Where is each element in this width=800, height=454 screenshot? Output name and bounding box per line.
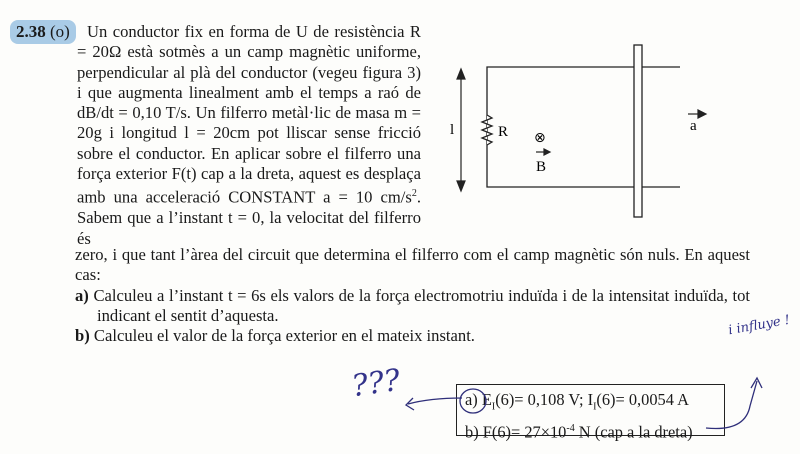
intro-tail: . Sabem que a l’instant t = 0, la velocitat del filferro és	[77, 187, 421, 248]
item-b-text: Calculeu el valor de la força exterior en el mateix instant.	[93, 326, 475, 346]
resistor-label: R	[498, 124, 509, 140]
pointer-arrow	[408, 398, 462, 404]
b-label: B	[536, 159, 547, 175]
question-marks: ???	[349, 362, 403, 405]
answer-b: b) $F(6)= 27\times 10^{-4}$ N (cap a la dreta)	[465, 422, 693, 442]
problem-number: 2.38	[16, 22, 46, 41]
link-curve	[706, 381, 757, 429]
acceleration-label: a	[690, 118, 697, 134]
side-note: i influye !	[727, 312, 792, 339]
item-b-label: b)	[75, 326, 90, 346]
item-a-text: Calculeu a l’instant t = 6s els valors de la força electromotriu induïda i de la intensitat induïda, tot indicant el sentit d’aquesta.	[93, 285, 750, 325]
field-into-page-icon: ⊗	[534, 130, 546, 146]
continuation-text: zero, i que tant l’àrea del circuit que determina el filferro com el camp magnètic són nuls. En aquest cas:	[75, 245, 750, 285]
answer-a: a) $E_I(6)= 0,108$ V; $I_I(6)= 0,0054$ A	[465, 390, 689, 413]
item-a-label: a)	[75, 285, 89, 305]
circle-mark	[460, 389, 486, 413]
length-label: l	[450, 122, 455, 138]
intro-superscript: 2	[411, 188, 417, 200]
problem-tag: (o)	[50, 22, 70, 41]
intro-text: Un conductor fix en forma de U de resistència R = 20Ω està sotmès a un camp magnètic uniforme, perpendicular al plà del conductor (vegeu figura 3) i que augmenta linealment amb el temps a raó de dB/dt = 0,10 T/s. Un filferro metàl·lic de masa m = 20g i longitud l = 20cm pot lliscar sense fricció sobre el conductor. En aplicar sobre el filferro una força exterior F(t) cap a la dreta, aquest es desplaça amb una acceleració CONSTANT a = 10 cm/s	[77, 22, 421, 207]
